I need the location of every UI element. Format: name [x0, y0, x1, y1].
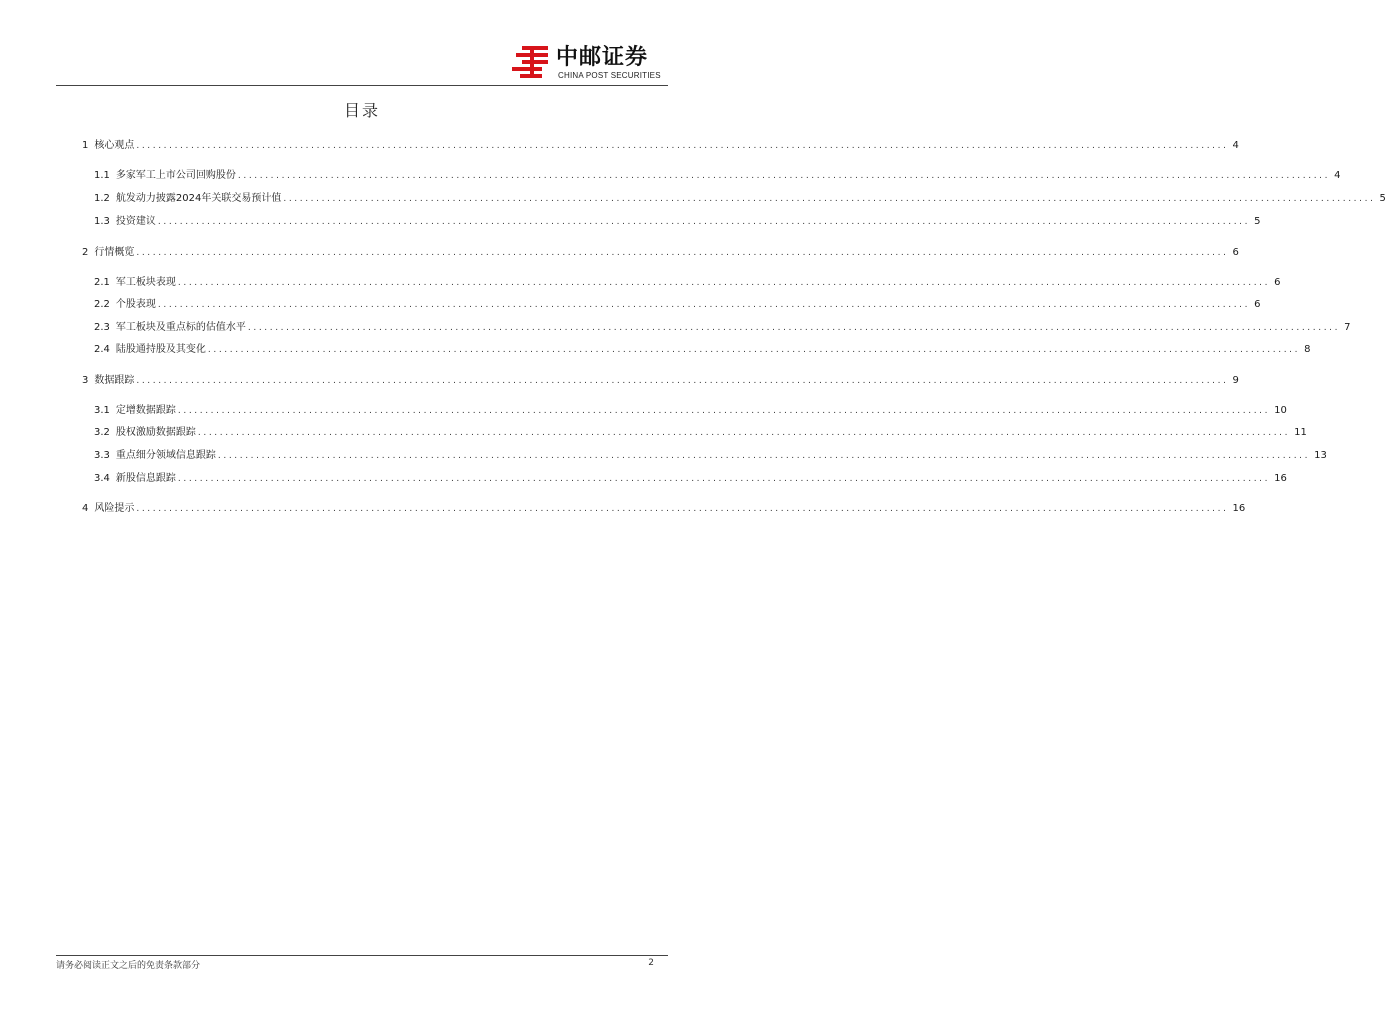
toc-entry-page: 4 [1232, 140, 1239, 151]
toc-entry-label [82, 138, 136, 154]
toc-entry-number: 2.4 [94, 344, 110, 355]
toc-entry-number: 1 [82, 140, 89, 151]
toc-leader-dots: ........................................................................................................................................................................................................ [157, 300, 1251, 310]
toc-leader-dots: ........................................................................................................................................................................................................ [247, 323, 1341, 333]
toc-entry-text: 股权激励数据跟踪 [115, 427, 196, 438]
toc-entry-number: 2.2 [94, 299, 110, 310]
toc-leader-dots: ........................................................................................................................................................................................................ [207, 345, 1301, 355]
toc-entry-page: 6 [1274, 277, 1281, 288]
toc-title: 目录 [343, 101, 380, 120]
toc-entry-number: 2 [82, 247, 89, 258]
toc-leader-dots: ........................................................................................................................................................................................................ [177, 278, 1271, 288]
toc-entry-label [94, 403, 178, 419]
toc-entry-label [94, 425, 198, 441]
toc-entry-text: 数据跟踪 [94, 375, 135, 386]
toc-entry-text: 航发动力披露2024年关联交易预计值 [115, 193, 282, 204]
page-number: 2 [648, 958, 654, 968]
toc-entry[interactable] [94, 214, 1261, 230]
toc-entry-page: 4 [1334, 170, 1341, 181]
china-post-securities-logo [512, 44, 670, 84]
toc-entry[interactable] [82, 245, 1239, 261]
toc-entry-label [82, 245, 136, 261]
toc-entry-label [94, 320, 248, 336]
toc-entry-page: 6 [1232, 247, 1239, 258]
toc-entry[interactable] [94, 403, 1287, 419]
toc-entry-number: 1.2 [94, 193, 110, 204]
toc-entry[interactable] [94, 275, 1281, 291]
toc-entry[interactable] [82, 138, 1239, 154]
toc-entry[interactable] [94, 425, 1307, 441]
toc-leader-dots: ........................................................................................................................................................................................................ [136, 376, 1229, 386]
toc-leader-dots: ........................................................................................................................................................................................................ [157, 217, 1251, 227]
toc-entry[interactable] [82, 501, 1246, 517]
toc-entry[interactable] [94, 471, 1287, 487]
toc-entry-text: 军工板块及重点标的估值水平 [115, 322, 246, 333]
toc-entry-page: 16 [1274, 473, 1287, 484]
toc-entry-text: 陆股通持股及其变化 [115, 344, 206, 355]
disclaimer-note: 请务必阅读正文之后的免责条款部分 [56, 961, 201, 971]
toc-entry-label [94, 342, 208, 358]
toc-leader-dots: ........................................................................................................................................................................................................ [237, 171, 1331, 181]
toc-entry-text: 风险提示 [94, 503, 135, 514]
toc-entry-label [94, 191, 283, 207]
header-divider [56, 85, 668, 86]
toc-entry-page: 5 [1254, 216, 1261, 227]
toc-entry-label [94, 275, 178, 291]
toc-entry-page: 16 [1232, 503, 1246, 514]
toc-entry[interactable] [94, 342, 1311, 358]
toc-leader-dots: ........................................................................................................................................................................................................ [136, 141, 1229, 151]
toc-entry-number: 2.3 [94, 322, 110, 333]
toc-entry-number: 3 [82, 375, 89, 386]
toc-entry-number: 4 [82, 503, 89, 514]
toc-entry-label [94, 214, 158, 230]
toc-entry-label [82, 501, 136, 517]
toc-entry-number: 2.1 [94, 277, 110, 288]
toc-leader-dots: ........................................................................................................................................................................................................ [197, 428, 1291, 438]
toc-entry-page: 11 [1294, 427, 1307, 438]
toc-entry-label [94, 168, 238, 184]
toc-leader-dots: ........................................................................................................................................................................................................ [177, 474, 1271, 484]
toc-entry[interactable] [94, 191, 1386, 207]
toc-entry-number: 3.4 [94, 473, 110, 484]
toc-entry-number: 3.2 [94, 427, 110, 438]
toc-entry-page: 8 [1304, 344, 1311, 355]
brand-name-en: CHINA POST SECURITIES [558, 71, 661, 80]
toc-leader-dots: ........................................................................................................................................................................................................ [177, 406, 1271, 416]
toc-entry-page: 13 [1314, 450, 1327, 461]
toc-entry-text: 核心观点 [94, 140, 135, 151]
toc-entry-page: 7 [1344, 322, 1351, 333]
toc-leader-dots: ........................................................................................................................................................................................................ [136, 504, 1229, 514]
toc-entry-label [94, 471, 178, 487]
toc-entry[interactable] [94, 297, 1261, 313]
toc-entry-label [82, 373, 136, 389]
toc-entry-label [94, 297, 158, 313]
toc-entry-label [94, 448, 218, 464]
toc-entry-text: 军工板块表现 [115, 277, 176, 288]
toc-leader-dots: ........................................................................................................................................................................................................ [283, 194, 1376, 204]
toc-entry-page: 10 [1274, 405, 1287, 416]
china-post-logo-icon [512, 44, 552, 80]
toc-leader-dots: ........................................................................................................................................................................................................ [217, 451, 1311, 461]
toc-entry-text: 多家军工上市公司回购股份 [115, 170, 236, 181]
toc-leader-dots: ........................................................................................................................................................................................................ [136, 248, 1229, 258]
toc-entry-number: 3.1 [94, 405, 110, 416]
toc-entry-page: 5 [1379, 193, 1386, 204]
toc-entry-text: 重点细分领域信息跟踪 [115, 450, 216, 461]
brand-name-cn: 中邮证券 [556, 45, 649, 70]
footer-divider [56, 955, 668, 956]
toc-entry[interactable] [94, 168, 1341, 184]
toc-entry-text: 新股信息跟踪 [115, 473, 176, 484]
toc-entry-text: 定增数据跟踪 [115, 405, 176, 416]
toc-entry[interactable] [94, 320, 1351, 336]
toc-entry-text: 个股表现 [115, 299, 156, 310]
toc-entry-number: 3.3 [94, 450, 110, 461]
toc-entry-number: 1.1 [94, 170, 110, 181]
toc-entry-page: 6 [1254, 299, 1261, 310]
toc-entry-number: 1.3 [94, 216, 110, 227]
toc-entry-text: 行情概览 [94, 247, 135, 258]
toc-entry[interactable] [82, 373, 1239, 389]
toc-entry-page: 9 [1232, 375, 1239, 386]
toc-entry-text: 投资建议 [115, 216, 156, 227]
toc-entry[interactable] [94, 448, 1327, 464]
